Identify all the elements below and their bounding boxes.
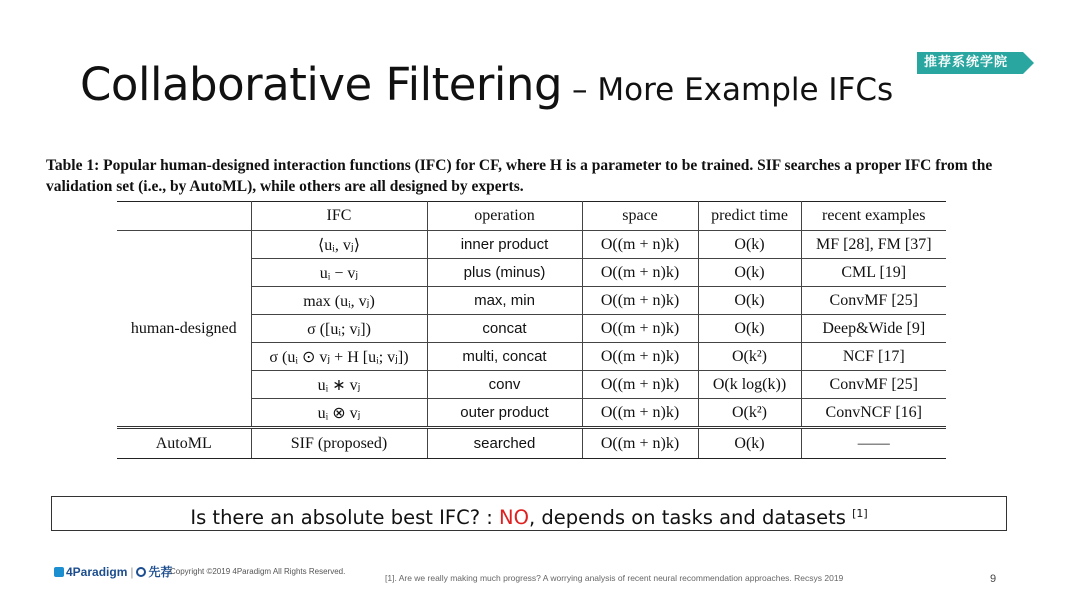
cell-operation: max, min: [427, 287, 582, 315]
header-group: [117, 202, 251, 231]
cell-examples: ——: [801, 428, 946, 459]
cell-operation: multi, concat: [427, 343, 582, 371]
footer-logos: 4Paradigm | 先荐: [54, 563, 173, 580]
cell-operation: conv: [427, 371, 582, 399]
cell-operation: inner product: [427, 231, 582, 259]
cell-time: O(k): [698, 428, 801, 459]
cell-examples: Deep&Wide [9]: [801, 315, 946, 343]
table-row-automl: [117, 428, 946, 459]
cell-space: O((m + n)k): [582, 343, 698, 371]
cell-operation: concat: [427, 315, 582, 343]
slide-title: [80, 58, 893, 111]
cell-space: O((m + n)k): [582, 371, 698, 399]
cell-ifc: uᵢ ⊗ vⱼ: [251, 399, 427, 428]
cell-ifc: max (uᵢ, vⱼ): [251, 287, 427, 315]
callout-suffix: , depends on tasks and datasets: [528, 506, 853, 529]
title-subtitle: – More Example IFCs: [572, 72, 894, 108]
table-caption: Table 1: Popular human-designed interaction functions (IFC) for CF, where H is a parameter to be trained. SIF searches a proper IFC from the validation set (i.e., by AutoML), while others are all designed by experts.: [46, 157, 993, 195]
table-row: [117, 231, 946, 259]
copyright-text: Copyright ©2019 4Paradigm All Rights Reserved.: [170, 567, 346, 576]
xianjian-logo-text: 先荐: [148, 565, 173, 579]
header-recent-examples: recent examples: [801, 202, 946, 231]
cell-time: O(k): [698, 287, 801, 315]
cell-examples: ConvMF [25]: [801, 287, 946, 315]
brand-badge: 推荐系统学院: [917, 52, 1023, 74]
cell-space: O((m + n)k): [582, 399, 698, 428]
callout-answer: NO: [499, 506, 529, 529]
ifc-table: [117, 201, 946, 459]
cell-space: O((m + n)k): [582, 287, 698, 315]
group-human-designed: human-designed: [117, 231, 251, 428]
xianjian-logo-icon: [136, 567, 146, 577]
cell-time: O(k log(k)): [698, 371, 801, 399]
cell-ifc: σ ([uᵢ; vⱼ]): [251, 315, 427, 343]
cell-operation: searched: [427, 428, 582, 459]
reference-text: [1]. Are we really making much progress? A worrying analysis of recent neural recommendation approaches. Recsys 2019: [385, 573, 844, 583]
header-ifc: IFC: [251, 202, 427, 231]
cell-ifc: σ (uᵢ ⊙ vⱼ + H [uᵢ; vⱼ]): [251, 343, 427, 371]
cell-ifc: ⟨uᵢ, vⱼ⟩: [251, 231, 427, 259]
page-number: 9: [990, 573, 997, 585]
table-header-row: [117, 202, 946, 231]
cell-time: O(k): [698, 315, 801, 343]
callout-ref: [1]: [852, 507, 868, 520]
paradigm-logo-icon: [54, 567, 64, 577]
cell-ifc: SIF (proposed): [251, 428, 427, 459]
cell-time: O(k): [698, 259, 801, 287]
callout-prefix: Is there an absolute best IFC? :: [190, 506, 500, 529]
cell-examples: ConvNCF [16]: [801, 399, 946, 428]
cell-operation: plus (minus): [427, 259, 582, 287]
cell-time: O(k²): [698, 343, 801, 371]
header-operation: operation: [427, 202, 582, 231]
cell-ifc: uᵢ ∗ vⱼ: [251, 371, 427, 399]
header-predict-time: predict time: [698, 202, 801, 231]
paradigm-logo-text: 4Paradigm: [66, 565, 128, 579]
cell-space: O((m + n)k): [582, 428, 698, 459]
cell-space: O((m + n)k): [582, 259, 698, 287]
cell-examples: MF [28], FM [37]: [801, 231, 946, 259]
cell-examples: ConvMF [25]: [801, 371, 946, 399]
cell-space: O((m + n)k): [582, 315, 698, 343]
cell-examples: CML [19]: [801, 259, 946, 287]
title-main: Collaborative Filtering: [80, 58, 563, 111]
cell-ifc: uᵢ − vⱼ: [251, 259, 427, 287]
header-space: space: [582, 202, 698, 231]
cell-space: O((m + n)k): [582, 231, 698, 259]
cell-time: O(k): [698, 231, 801, 259]
group-automl: AutoML: [117, 428, 251, 459]
question-callout: [51, 496, 1007, 531]
cell-operation: outer product: [427, 399, 582, 428]
cell-time: O(k²): [698, 399, 801, 428]
cell-examples: NCF [17]: [801, 343, 946, 371]
